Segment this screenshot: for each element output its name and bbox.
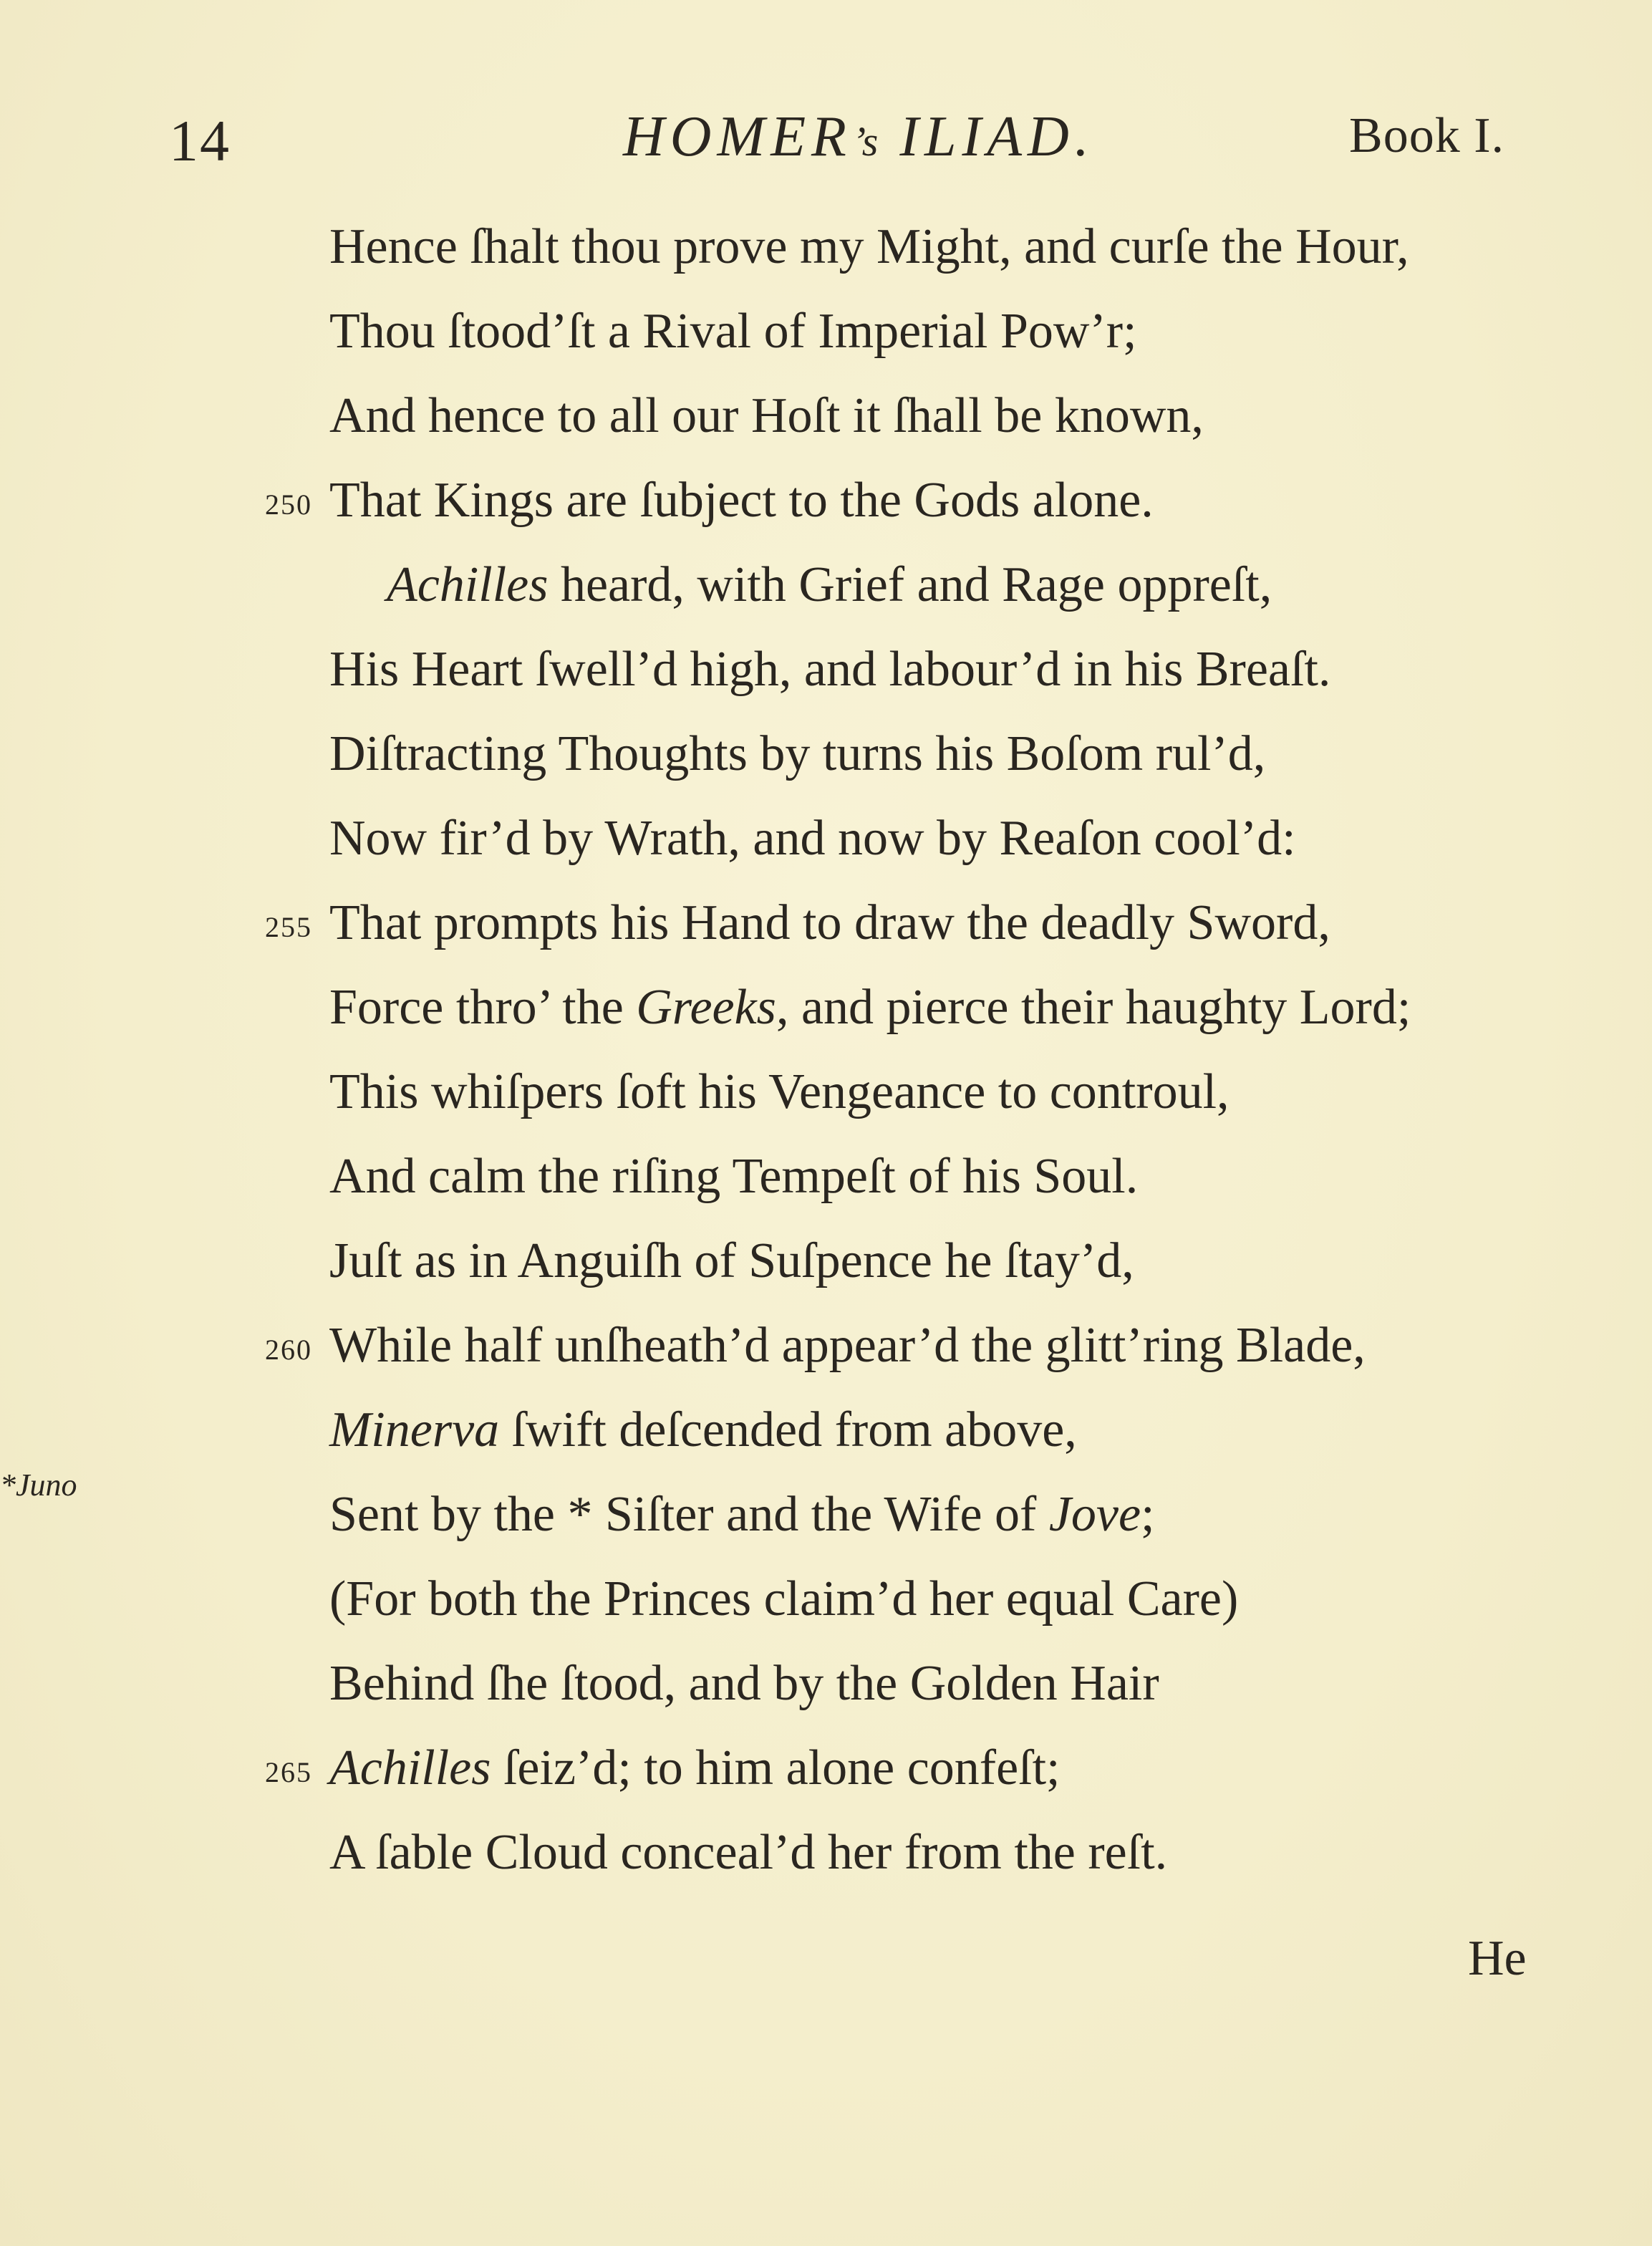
verse-text: ; — [1141, 1487, 1155, 1542]
verse-line — [329, 384, 1204, 448]
verse-line — [329, 468, 1154, 533]
verse-text: And hence to all our Hoſt it ſhall be known, — [329, 388, 1204, 443]
verse-text: Juſt as in Anguiſh of Suſpence he ſtay’d, — [329, 1233, 1134, 1288]
line-number: 255 — [265, 911, 312, 943]
verse-text: Diſtracting Thoughts by turns his Boſom rul’d, — [329, 726, 1266, 781]
verse-line — [329, 1821, 1167, 1885]
verse-text-pre: Sent by the * Siſter and the Wife of — [329, 1487, 1049, 1542]
verse-text: ſwift deſcended from above, — [499, 1402, 1077, 1457]
verse-line — [329, 637, 1330, 702]
verse-line — [329, 891, 1330, 955]
verse-line — [329, 806, 1296, 871]
verse-text: That prompts his Hand to draw the deadly Sword, — [329, 895, 1330, 950]
book-label: Book I. — [1349, 108, 1504, 163]
verse-line — [329, 1652, 1159, 1716]
verse-text: A ſable Cloud conceal’d her from the reſt. — [329, 1825, 1168, 1880]
verse-line — [329, 1314, 1366, 1378]
catchword: He — [1468, 1931, 1527, 1986]
italic-name: Jove — [1048, 1487, 1141, 1542]
verse-text: Thou ſtood’ſt a Rival of Imperial Pow’r; — [329, 304, 1137, 359]
italic-name: Greeks — [636, 980, 776, 1035]
title-possessive: ’s — [851, 118, 880, 165]
verse-text-pre: Force thro’ the — [329, 980, 637, 1035]
verse-text: His Heart ſwell’d high, and labour’d in his Breaſt. — [329, 642, 1331, 697]
italic-name: Minerva — [329, 1402, 500, 1457]
verse-line — [329, 1736, 1061, 1801]
title-end: ILIAD. — [879, 105, 1095, 168]
verse-text: While half unſheath’d appear’d the glitt’ring Blade, — [329, 1318, 1366, 1373]
verse-text: Hence ſhalt thou prove my Might, and curſe the Hour, — [329, 219, 1409, 274]
page-number: 14 — [169, 108, 231, 173]
verse-line — [329, 975, 1411, 1040]
verse-line — [329, 215, 1409, 279]
verse-line — [329, 299, 1137, 364]
running-header — [0, 100, 1652, 179]
verse-text: ſeiz’d; to him alone confeſt; — [491, 1740, 1061, 1796]
verse-line — [329, 1567, 1238, 1632]
italic-name: Achilles — [387, 557, 549, 612]
verse-line — [329, 1144, 1138, 1209]
line-number: 265 — [265, 1756, 312, 1788]
verse-text: That Kings are ſubject to the Gods alone. — [329, 473, 1154, 528]
verse-text: This whiſpers ſoft his Vengeance to controul, — [329, 1064, 1230, 1119]
verse-text: Now fir’d by Wrath, and now by Reaſon cool’d: — [329, 811, 1296, 866]
verse-line — [387, 553, 1272, 617]
verse-line — [329, 1229, 1134, 1293]
verse-line — [329, 1398, 1077, 1462]
line-number: 260 — [265, 1334, 312, 1366]
italic-name: Achilles — [329, 1740, 491, 1796]
verse-line — [329, 722, 1265, 786]
verse-line — [329, 1483, 1155, 1547]
verse-line — [329, 1060, 1230, 1124]
running-title — [623, 105, 1095, 170]
verse-text: (For both the Princes claim’d her equal Care) — [329, 1571, 1239, 1626]
verse-text: heard, with Grief and Rage oppreſt, — [548, 557, 1272, 612]
verse-text: And calm the riſing Tempeſt of his Soul. — [329, 1149, 1139, 1204]
line-number: 250 — [265, 488, 312, 521]
margin-note: *Juno — [0, 1467, 77, 1503]
verse-text: Behind ſhe ſtood, and by the Golden Hair — [329, 1656, 1159, 1711]
verse-text: , and pierce their haughty Lord; — [776, 980, 1411, 1035]
title-main: HOMER — [623, 105, 852, 168]
